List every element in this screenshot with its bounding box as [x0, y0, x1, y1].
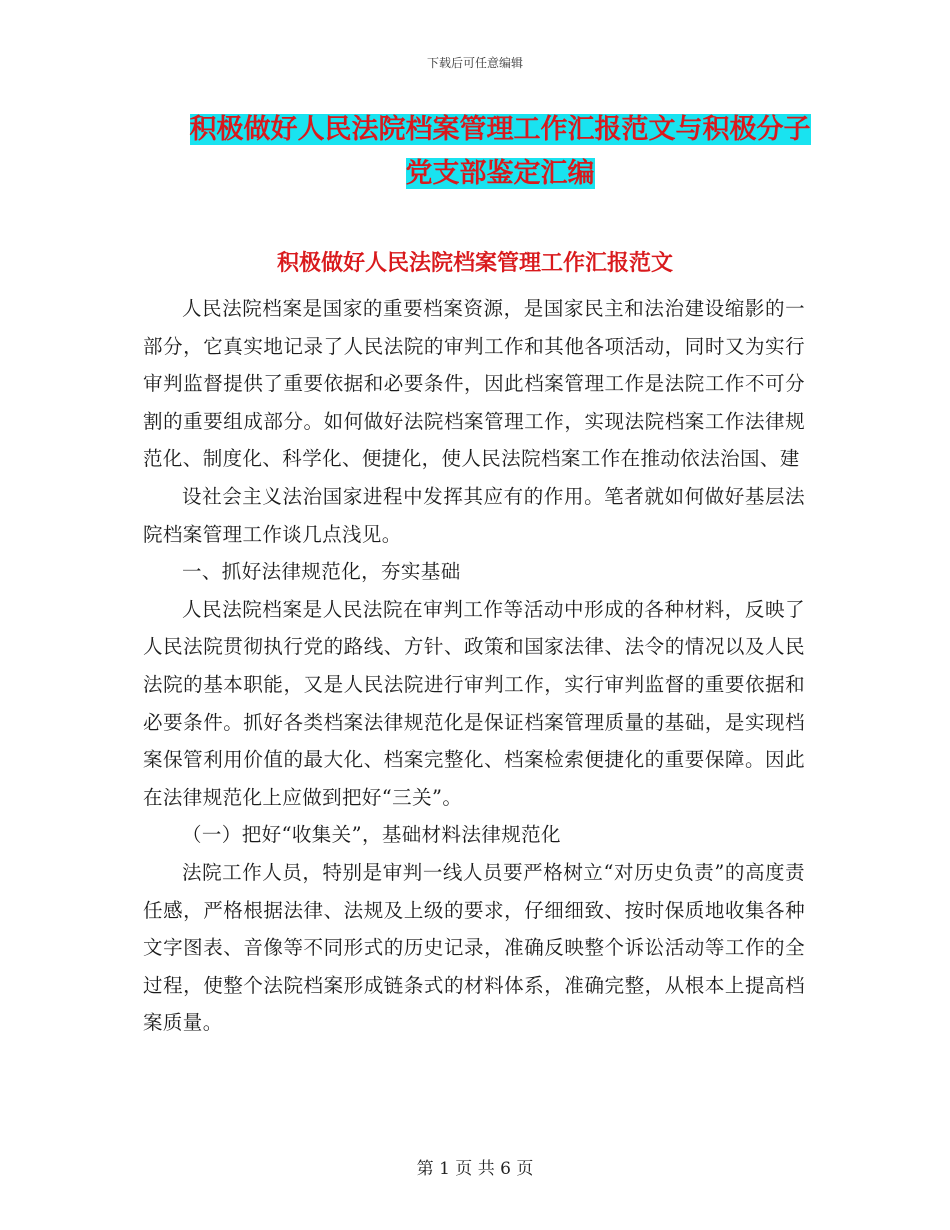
- header-note: 下载后可任意编辑: [426, 56, 523, 70]
- section-title: 积极做好人民法院档案管理工作汇报范文: [276, 251, 673, 276]
- document-title: [140, 108, 860, 196]
- document-title-line-2: 党支部鉴定汇编: [405, 158, 595, 189]
- document-title-line-1: 积极做好人民法院档案管理工作汇报范文与积极分子: [189, 114, 811, 145]
- page-number-footer: 第 1 页 共 6 页: [416, 1159, 534, 1179]
- paragraph: 法院工作人员，特别是审判一线人员要严格树立“对历史负责”的高度责任感，严格根据法律、法规及上级的要求，仔细细致、按时保质地收集各种文字图表、音像等不同形式的历史记录，准确反映整个诉讼活动等工作的全过程，使整个法院档案形成链条式的材料体系，准确完整，从根本上提高档案质量。: [143, 860, 805, 1035]
- paragraph-heading: 一、抓好法律规范化，夯实基础: [182, 560, 461, 584]
- paragraph: 设社会主义法治国家进程中发挥其应有的作用。笔者就如何做好基层法院档案管理工作谈几点浅见。: [143, 484, 805, 546]
- paragraph-subheading: （一）把好“收集关”，基础材料法律规范化: [182, 823, 561, 847]
- paragraph: 人民法院档案是人民法院在审判工作等活动中形成的各种材料，反映了人民法院贯彻执行党的路线、方针、政策和国家法律、法令的情况以及人民法院的基本职能，又是人民法院进行审判工作，实行审判监督的重要依据和必要条件。抓好各类档案法律规范化是保证档案管理质量的基础，是实现档案保管利用价值的最大化、档案完整化、档案检索便捷化的重要保障。因此在法律规范化上应做到把好“三关”。: [143, 597, 805, 809]
- paragraph: 人民法院档案是国家的重要档案资源，是国家民主和法治建设缩影的一部分，它真实地记录了人民法院的审判工作和其他各项活动，同时又为实行审判监督提供了重要依据和必要条件，因此档案管理工作是法院工作不可分割的重要组成部分。如何做好法院档案管理工作，实现法院档案工作法律规范化、制度化、科学化、便捷化，使人民法院档案工作在推动依法治国、建: [143, 297, 805, 471]
- document-body: [143, 290, 805, 1042]
